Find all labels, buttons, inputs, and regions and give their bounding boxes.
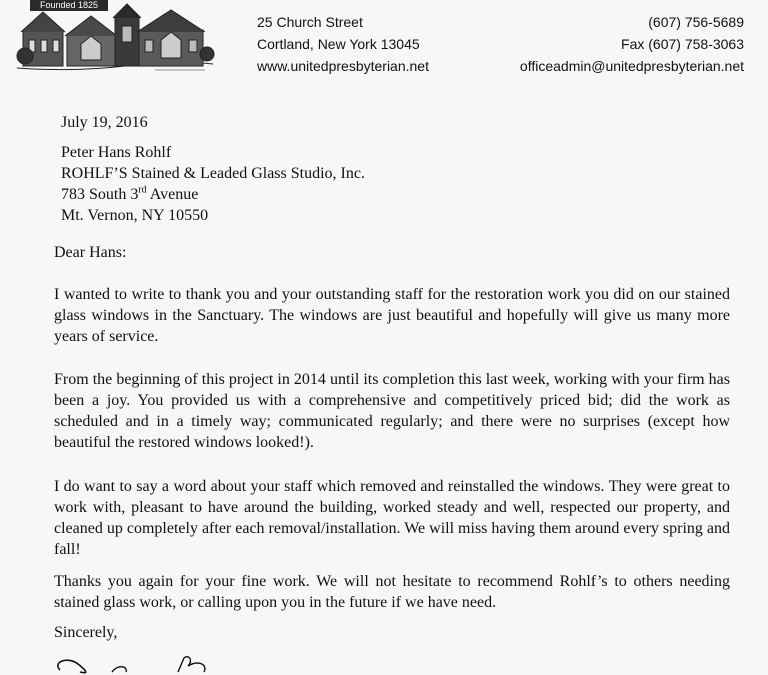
body-paragraph-3: I do want to say a word about your staff which removed and reinstalled the windows. They were great to work with, pleasant to have around the building, worked steady and well, respected our property, and cleaned up completely after each removal/installation. We will miss having them around every spring and fall! — [54, 478, 730, 558]
letter-date: July 19, 2016 — [61, 114, 148, 131]
recipient-block — [61, 142, 365, 226]
recipient-name: Peter Hans Rohlf — [61, 144, 172, 161]
recipient-company: ROHLF’S Stained & Leaded Glass Studio, Inc. — [61, 165, 365, 182]
church-address — [257, 11, 429, 77]
email-line: officeadmin@unitedpresbyterian.net — [519, 58, 744, 74]
city-line: Cortland, New York 13045 — [257, 36, 420, 52]
body-paragraph-4: Thanks you again for your fine work. We will not hesitate to recommend Rohlf’s to others needing stained glass work, or calling upon you in the future if we have need. — [54, 573, 730, 611]
recipient-city: Mt. Vernon, NY 10550 — [61, 207, 209, 224]
church-contact — [520, 11, 744, 77]
street-line: 25 Church Street — [257, 14, 363, 30]
church-logo — [15, 0, 215, 74]
phone-line: (607) 756-5689 — [648, 14, 744, 30]
salutation: Dear Hans: — [54, 244, 127, 261]
website-line: www.unitedpresbyterian.net — [257, 58, 429, 74]
body-paragraph-2: From the beginning of this project in 2014 until its completion this last week, working with your firm has been a joy. You provided us with a comprehensive and competitively priced bid; did the work as scheduled and in a timely way; communicated regularly; and there were no surprises (except how beautiful the restored windows looked!). — [54, 371, 730, 451]
recipient-street: 783 South 3rd Avenue — [61, 184, 199, 203]
fax-line: Fax (607) 758-3063 — [621, 36, 744, 52]
body-paragraph-1: I wanted to write to thank you and your outstanding staff for the restoration work you did on our stained glass windows in the Sanctuary. The windows are just beautiful and hopefully will give us many more years of service. — [54, 286, 730, 345]
founded-label: Founded 1825 — [30, 0, 108, 11]
closing: Sincerely, — [54, 624, 118, 641]
handwritten-signature — [48, 652, 248, 675]
